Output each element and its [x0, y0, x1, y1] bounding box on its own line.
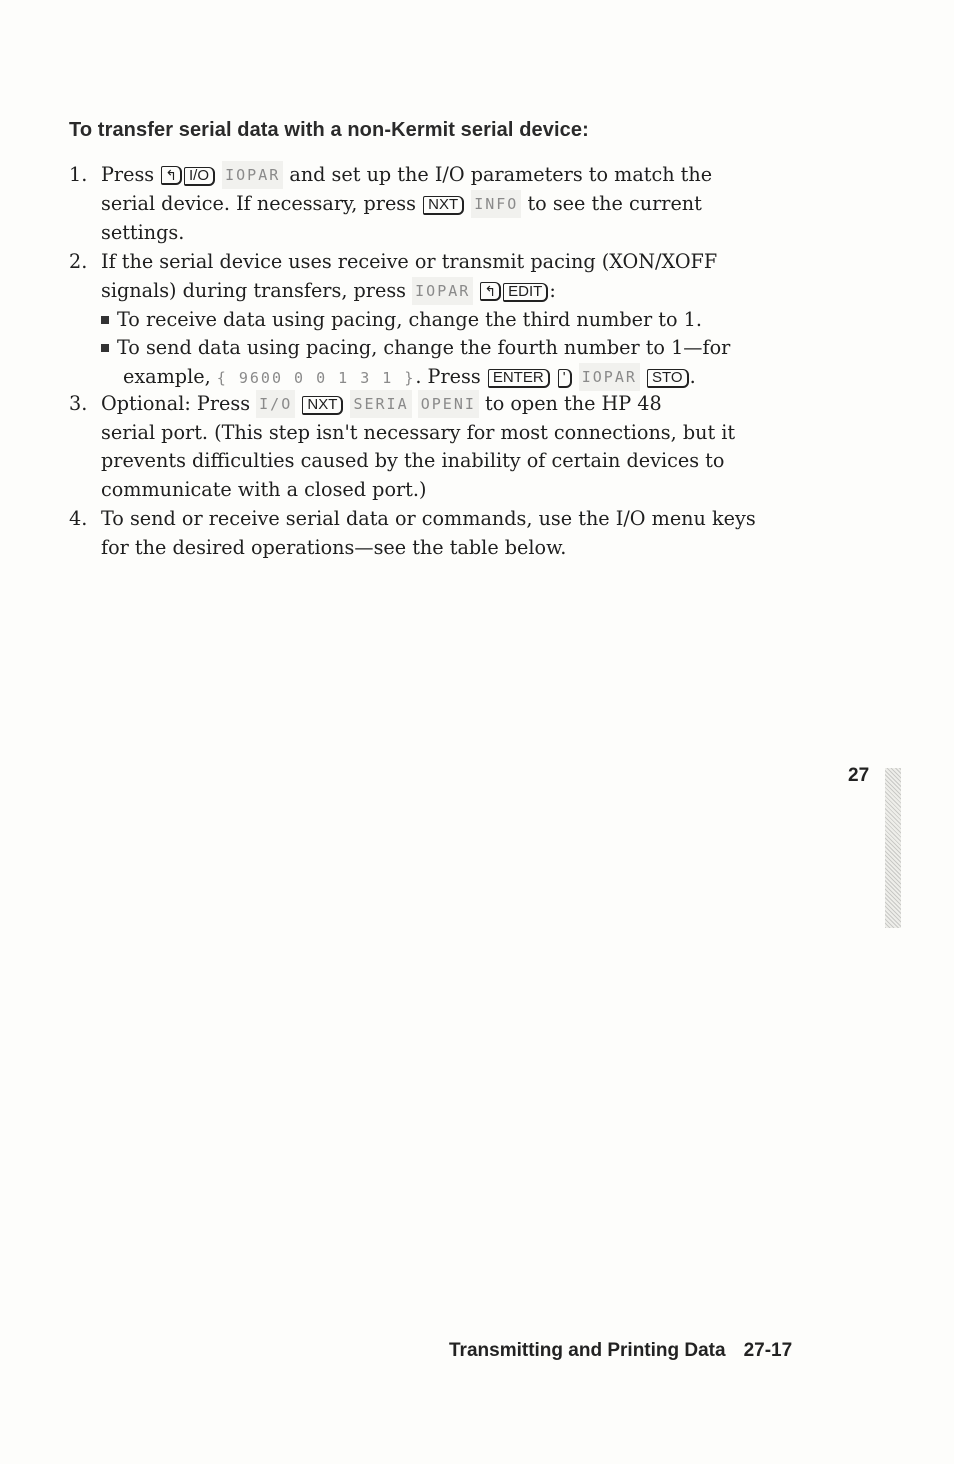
left-shift-key-icon: ↰	[480, 282, 501, 301]
step-3-line-2: serial port. (This step isn't necessary for most connections, but it	[101, 421, 736, 444]
step-1-line-2: serial device. If necessary, press NXT INFO to see the current	[101, 190, 702, 218]
step-4-line-1: 4. To send or receive serial data or commands, use the I/O menu keys	[69, 505, 756, 533]
chapter-tab-number: 27	[848, 765, 870, 786]
step-2-line-2: signals) during transfers, press IOPAR ↰ EDIT :	[101, 277, 556, 305]
step-number: 4.	[69, 507, 88, 530]
nxt-key: NXT	[302, 396, 343, 415]
footer-title: Transmitting and Printing Data	[449, 1340, 726, 1361]
nxt-key: NXT	[423, 196, 464, 215]
openi-menu-key: OPENI	[418, 390, 479, 418]
enter-key: ENTER	[488, 369, 550, 388]
info-menu-key: INFO	[471, 190, 521, 218]
step-3-line-3: prevents difficulties caused by the inability of certain devices to	[101, 449, 725, 472]
step-number: 1.	[69, 163, 88, 186]
step-1-line-3: settings.	[101, 221, 185, 244]
step-number: 3.	[69, 392, 88, 415]
tick-key: '	[558, 369, 572, 388]
step-1-line-1: 1. Press ↰ I/O IOPAR and set up the I/O parameters to match the	[69, 161, 712, 189]
step-2-bullet-2: To send data using pacing, change the fourth number to 1—for	[101, 334, 730, 362]
sto-key: STO	[647, 369, 689, 388]
section-heading: To transfer serial data with a non-Kermit serial device:	[69, 119, 589, 141]
step-number: 2.	[69, 250, 88, 273]
page-number: 27-17	[743, 1340, 793, 1361]
step-2-line-1: 2. If the serial device uses receive or transmit pacing (XON/XOFF	[69, 248, 717, 276]
io-key: I/O	[184, 167, 215, 186]
left-shift-key-icon: ↰	[161, 166, 182, 185]
iopar-menu-key: IOPAR	[222, 161, 283, 189]
bullet-icon	[101, 316, 109, 324]
page-footer	[449, 1340, 792, 1362]
io-menu-key: I/O	[256, 390, 295, 418]
example-literal: { 9600 0 0 1 3 1 }	[216, 369, 416, 387]
step-3-line-1: 3. Optional: Press I/O NXT SERIA OPENI to open the HP 48	[69, 390, 662, 418]
step-3-line-4: communicate with a closed port.)	[101, 478, 427, 501]
step-2-bullet-2-line-2: example, { 9600 0 0 1 3 1 }. Press ENTER ' IOPAR STO .	[123, 363, 696, 391]
iopar-menu-key: IOPAR	[579, 363, 640, 391]
edit-key: EDIT	[503, 283, 548, 302]
iopar-menu-key: IOPAR	[412, 277, 473, 305]
step-2-bullet-1: To receive data using pacing, change the third number to 1.	[101, 306, 702, 334]
bullet-icon	[101, 344, 109, 352]
step-4-line-2: for the desired operations—see the table below.	[101, 536, 567, 559]
seria-menu-key: SERIA	[350, 390, 411, 418]
chapter-thumb-tab	[885, 768, 901, 928]
